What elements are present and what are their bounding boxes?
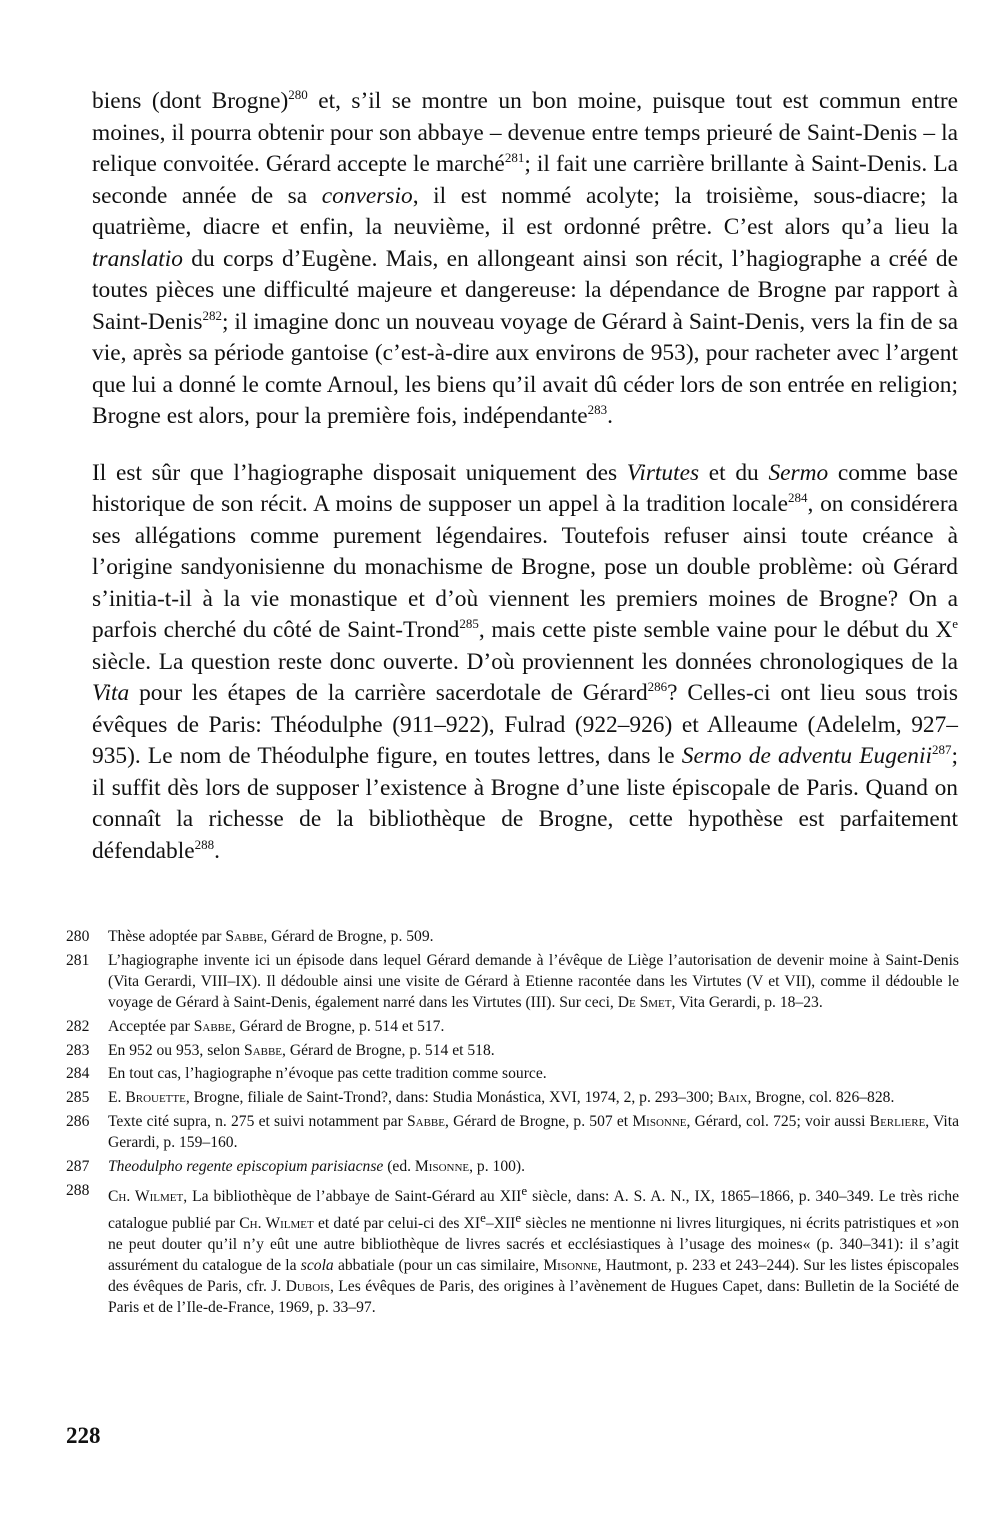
text-run: . [214, 837, 220, 864]
text-run: (ed. [383, 1158, 415, 1176]
italic-term: Sermo [768, 459, 829, 486]
text-run: , Brogne, col. 826–828. [747, 1089, 895, 1107]
italic-term: translatio [92, 245, 183, 272]
footnote-288 [66, 1181, 959, 1319]
text-run: Acceptée par [108, 1017, 194, 1035]
author-name: Berliere [869, 1113, 926, 1131]
author-name: Baix [717, 1089, 748, 1107]
footnote-text [108, 951, 959, 1014]
paragraph-1 [92, 86, 958, 433]
text-run: ; il fait une carrière brillante à Saint-Denis. La seconde année de sa [92, 151, 958, 209]
text-run: , Gérard de Brogne, p. 514 et 518. [282, 1041, 495, 1059]
italic-term: Theodulpho regente episcopium parisiacnse [108, 1158, 384, 1176]
text-run: E. [108, 1089, 126, 1107]
footnote-text [108, 1017, 959, 1038]
footnote-ref-285[interactable]: 285 [459, 616, 479, 631]
footnote-text [108, 1041, 959, 1062]
footnote-number: 283 [66, 1041, 90, 1059]
footnote-text [108, 1088, 959, 1109]
text-run: abbatiale (pour un cas similaire, [333, 1257, 544, 1275]
footnote-text [108, 1157, 959, 1178]
text-run: En 952 ou 953, selon [108, 1041, 245, 1059]
footnote-287 [66, 1157, 959, 1178]
superscript: e [521, 1182, 528, 1198]
footnote-number: 285 [66, 1089, 90, 1107]
paragraph-2 [92, 458, 958, 868]
text-run: Il est sûr que l’hagiographe disposait uniquement des [92, 459, 627, 486]
text-run: ? Celles-ci ont lieu sous trois évêques de Paris: Théodulphe (911–922), Fulrad (922–926) et Alleaume (Adelelm, 927–935). Le nom de Théodulphe figure, en toutes lettres, dans le [92, 680, 958, 769]
text-run: , il est nommé acolyte; la troisième, sous-diacre; la quatrième, diacre et enfin, la neuvième, il est ordonné prêtre. C’est alors qu’a lieu la [92, 182, 958, 240]
footnote-282 [66, 1017, 959, 1038]
footnote-286 [66, 1112, 959, 1154]
superscript: e [515, 1210, 522, 1226]
text-run: En tout cas, l’hagiographe n’évoque pas cette tradition comme source. [108, 1065, 547, 1083]
author-name: De Smet [617, 993, 672, 1011]
footnote-text [108, 1181, 959, 1319]
footnote-285 [66, 1088, 959, 1109]
footnote-number: 284 [66, 1065, 90, 1083]
text-run: siècle. La question reste donc ouverte. D’où proviennent les données chronologiques de la [92, 648, 958, 675]
text-run: siècle, dans: A. S. A. N., IX, 1865–1866, p. 340–349. Le très riche catalogue publié par [108, 1188, 959, 1233]
text-run: , p. 100). [469, 1158, 525, 1176]
footnote-number: 281 [66, 951, 90, 969]
footnote-number: 288 [66, 1181, 90, 1199]
footnote-text [108, 1064, 959, 1085]
text-run: siècles ne mentionne ni livres liturgiques, ni écrits patristiques et »on ne peut douter qu’il n’y eût une autre bibliothèque de livres sacrés et ecclésiastiques à l’usage des moines« (p. 340–341): il s’agit assurément du catalogue de la [108, 1215, 959, 1275]
author-name: Sabbe [225, 928, 264, 945]
text-run: pour les étapes de la carrière sacerdotale de Gérard [129, 680, 648, 706]
footnote-ref-286[interactable]: 286 [647, 679, 668, 694]
footnote-number: 286 [66, 1113, 90, 1131]
footnote-ref-281[interactable]: 281 [504, 150, 525, 165]
italic-term: conversio [321, 182, 413, 209]
text-run: , Vita Gerardi, p. 159–160. [108, 1113, 960, 1152]
italic-term: Sermo de adventu Eugenii [681, 743, 932, 769]
footnote-ref-284[interactable]: 284 [788, 490, 808, 505]
author-name: Dubois [285, 1277, 330, 1295]
footnote-ref-282[interactable]: 282 [202, 307, 222, 323]
page-number: 228 [66, 1423, 101, 1448]
text-run: ; il suffit dès lors de supposer l’existence à Brogne d’une liste épiscopale de Paris. Quand on connaît la richesse de la bibliothèque de Brogne, cette hypothèse est parfaitement défendable [92, 743, 958, 864]
author-name: Sabbe [244, 1041, 283, 1059]
footnote-283 [66, 1041, 959, 1062]
author-name: Sabbe [193, 1017, 232, 1035]
author-name: Misonne [543, 1257, 598, 1275]
footnote-text [108, 927, 959, 948]
footnote-number: 280 [66, 928, 90, 945]
text-run: et, s’il se montre un bon moine, puisque tout est commun entre moines, il pourra obtenir pour son abbaye – devenue entre temps prieuré de Saint-Denis – la relique convoitée. Gérard accepte le marché [92, 88, 959, 177]
footnote-284 [66, 1064, 959, 1085]
main-text [92, 86, 958, 867]
text-run: , on considérera ses allégations comme purement légendaires. Toutefois refuser ainsi toute créance à l’origine sandyonisienne du monachisme de Brogne, pose un double problème: où Gérard s’initia-t-il à la vie monastique et d’où viennent les premiers moines de Brogne? On a parfois cherché du côté de Saint-Trond [92, 491, 958, 643]
superscript: e [952, 616, 958, 631]
author-name: Misonne [414, 1158, 470, 1176]
text-run: , Gérard de Brogne, p. 507 et [444, 1113, 633, 1131]
footnote-number: 282 [66, 1017, 90, 1035]
text-run: , Brogne, filiale de Saint-Trond?, dans: Studia Monástica, XVI, 1974, 2, p. 293–300; [185, 1089, 718, 1107]
text-run: , Gérard de Brogne, p. 514 et 517. [231, 1017, 445, 1035]
footnote-ref-287[interactable]: 287 [932, 742, 952, 757]
author-name: Ch. Wilmet [108, 1188, 184, 1206]
text-run: . [607, 403, 613, 429]
text-run: L’hagiographe invente ici un épisode dans lequel Gérard demande à l’évêque de Liège l’autorisation de devenir moine à Saint-Denis (Vita Gerardi, VIII–IX). Il dédouble ainsi une visite de Gérard à Etienne racontée dans les Virtutes (V et VII), comme il dédouble le voyage de Gérard à Saint-Denis, également narré dans les Virtutes (III). Sur ceci, [108, 951, 959, 1011]
footnote-text [108, 1112, 959, 1154]
footnote-ref-283[interactable]: 283 [587, 402, 608, 417]
italic-term: Vita [92, 680, 130, 706]
text-run: , Hautmont, p. 233 et 243–244). Sur les listes épiscopales des évêques de Paris, cfr. J. [108, 1257, 959, 1295]
text-run: , mais cette piste semble vaine pour le début du X [478, 617, 953, 643]
text-run: , La bibliothèque de l’abbaye de Saint-Gérard au XII [183, 1188, 522, 1206]
text-run: , Les évêques de Paris, des origines à l’avènement de Hugues Capet, dans: Bulletin de la Société de Paris et de l’Ile-de-France, 1969, p. 33–97. [108, 1277, 959, 1316]
author-name: Misonne [632, 1113, 687, 1131]
text-run: ; il imagine donc un nouveau voyage de Gérard à Saint-Denis, vers la fin de sa vie, après sa période gantoise (c’est-à-dire aux environs de 953), pour racheter avec l’argent que lui a donné le comte Arnoul, les biens qu’il avait dû céder lors de son entrée en religion; Brogne est alors, pour la première fois, indépendante [92, 308, 958, 429]
italic-term: scola [300, 1257, 334, 1275]
author-name: Sabbe [406, 1113, 445, 1131]
superscript: e [480, 1210, 486, 1226]
footnote-280 [66, 927, 959, 948]
text-run: Texte cité supra, n. 275 et suivi notamment par [108, 1113, 407, 1131]
footnote-ref-288[interactable]: 288 [194, 836, 215, 852]
text-run: –XII [485, 1215, 516, 1233]
italic-term: Virtutes [626, 459, 700, 486]
text-run: biens (dont Brogne) [92, 88, 289, 114]
text-run: et du [699, 459, 769, 486]
footnote-ref-280[interactable]: 280 [288, 87, 308, 102]
text-run: et daté par celui-ci des XI [313, 1215, 481, 1233]
footnote-number: 287 [66, 1158, 90, 1176]
footnote-281 [66, 951, 959, 1014]
author-name: Ch. Wilmet [239, 1215, 314, 1233]
text-run: Thèse adoptée par [108, 928, 226, 945]
text-run: , Vita Gerardi, p. 18–23. [671, 993, 823, 1011]
footnotes [66, 927, 959, 1322]
text-run: , Gérard de Brogne, p. 509. [263, 928, 434, 945]
text-run: , Gérard, col. 725; voir aussi [686, 1113, 870, 1131]
text-run: du corps d’Eugène. Mais, en allongeant ainsi son récit, l’hagiographe a créé de toutes pièces une difficulté majeure et dangereuse: la dépendance de Brogne par rapport à Saint-Denis [92, 245, 958, 335]
text-run: comme base historique de son récit. A moins de supposer un appel à la tradition locale [92, 459, 958, 517]
author-name: Brouette [125, 1089, 186, 1107]
